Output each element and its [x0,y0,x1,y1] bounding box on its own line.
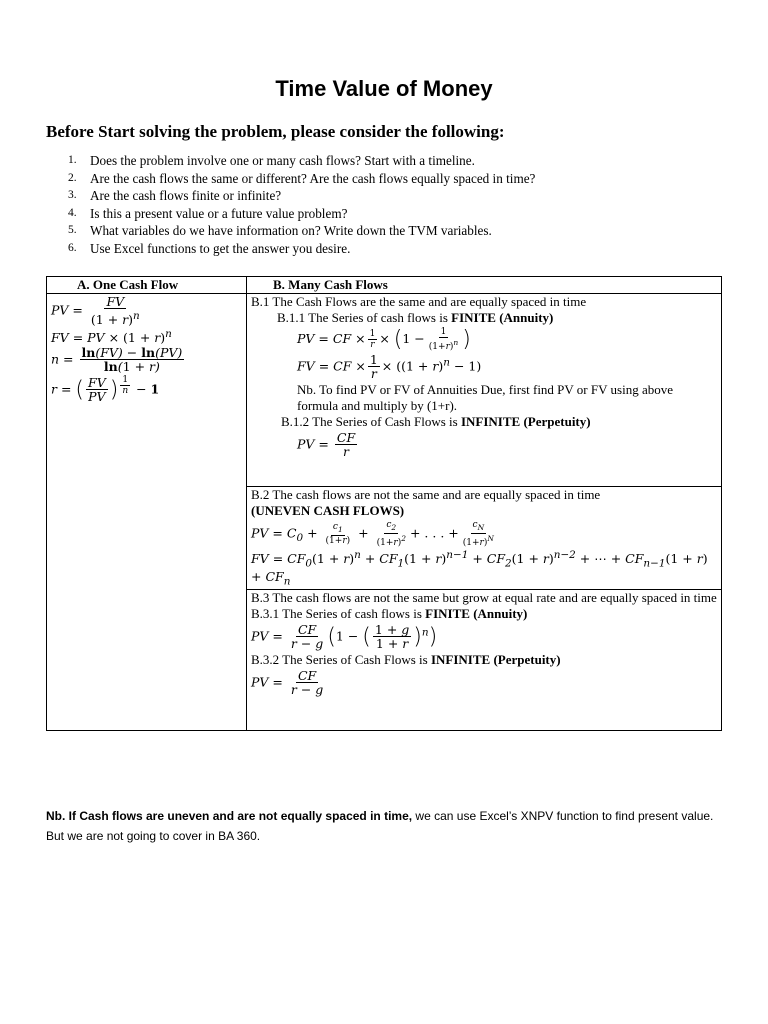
annuity-due-note-2: formula and multiply by (1+r). [297,398,458,413]
footnote-line-1: Nb. If Cash flows are uneven and are not equally spaced in time, we can use Excel’s XNPV function to find present value. [46,809,714,823]
b11-label: B.1.1 The Series of cash flows is FINITE (Annuity) [277,310,554,325]
footnote-line-2: But we are not going to cover in BA 360. [46,829,261,843]
growing-annuity-pv-formula: PV = $\frac{CF}{r - g}$ (1 − ( $\frac{1 + g}{1 + r}$ )$^n$) [251,621,438,651]
annuity-due-note-1: Nb. To find PV or FV of Annuities Due, first find PV or FV using above [297,382,673,397]
b12-label: B.1.2 The Series of Cash Flows is INFINITE (Perpetuity) [281,414,591,429]
b32-label: B.3.2 The Series of Cash Flows is INFINITE (Perpetuity) [251,651,561,667]
question-list [46,152,535,258]
table-header-row [47,277,722,294]
col-a-header: A. One Cash Flow [47,277,247,294]
table-row [47,294,722,487]
tvm-table [46,276,722,731]
list-item: 1. Does the problem involve one or many cash flows? Start with a timeline. [68,153,475,168]
b31-label: B.3.1 The Series of cash flows is FINITE (Annuity) [251,605,528,621]
list-item: 2. Are the cash flows the same or different? Are the cash flows equally spaced in time? [68,170,536,186]
pv-formula: PV = $\frac{FV}{(1 + r)^n}$ [51,294,140,328]
r-formula: r = ( $\frac{FV}{PV}$ ) $^{\frac{1}{n}}$ − 1 [51,375,160,405]
list-item: 3. Are the cash flows finite or infinite? [68,188,282,204]
fv-formula: FV = PV × $(1 + r)^n$ [51,328,172,346]
col-b-header: B. Many Cash Flows [247,277,722,294]
list-item: 5. What variables do we have information on? Write down the TVM variables. [68,223,492,239]
page-title: Time Value of Money [275,76,493,101]
b2-cell [247,487,722,590]
growing-perpetuity-pv-formula: PV = $\frac{CF}{r - g}$ [251,667,324,697]
list-item: 4. Is this a present value or a future value problem? [68,205,348,221]
b2-subheading: (UNEVEN CASH FLOWS) [251,503,405,518]
b2-heading: B.2 The cash flows are not the same and are equally spaced in time [251,487,601,502]
b1-heading: B.1 The Cash Flows are the same and are equally spaced in time [251,294,587,309]
footnote [46,806,713,846]
b3-cell [247,589,722,730]
perpetuity-pv-formula: PV = $\frac{CF}{r}$ [297,430,356,459]
list-item: 6. Use Excel functions to get the answer you desire. [68,240,351,256]
intro-heading: Before Start solving the problem, please consider the following: [46,122,505,141]
annuity-pv-formula: PV = CF × $\frac{1}{r}$ × (1 − $\frac{1}{(1+r)^n}$ ) [297,327,471,352]
n-formula: n = $\frac{\ln(FV) - \ln(PV)}{\ln(1 + r)}$ [51,345,183,375]
b3-heading: B.3 The cash flows are not the same but grow at equal rate and are equally spaced in time [251,589,717,605]
uneven-pv-formula: PV = $C_0$ + $\frac{c_1}{(1+r)}$ + $\frac{c_2}{(1+r)^2}$ + . . . + $\frac{c_N}{(1+r)^N}$ [251,520,494,548]
annuity-fv-formula: FV = CF × $\frac{1}{r}$ × $((1 + r)^n - 1)$ [297,352,482,381]
one-cash-flow-formulas [47,294,247,731]
uneven-fv-formula: FV = $CF_0(1 + r)^n + CF_1(1 + r)^{n-1} + CF_2(1 + r)^{n-2}$ + ⋯ + $CF_{n-1}(1 + r) + CF_n$ [251,548,708,588]
b1-cell [247,294,722,487]
